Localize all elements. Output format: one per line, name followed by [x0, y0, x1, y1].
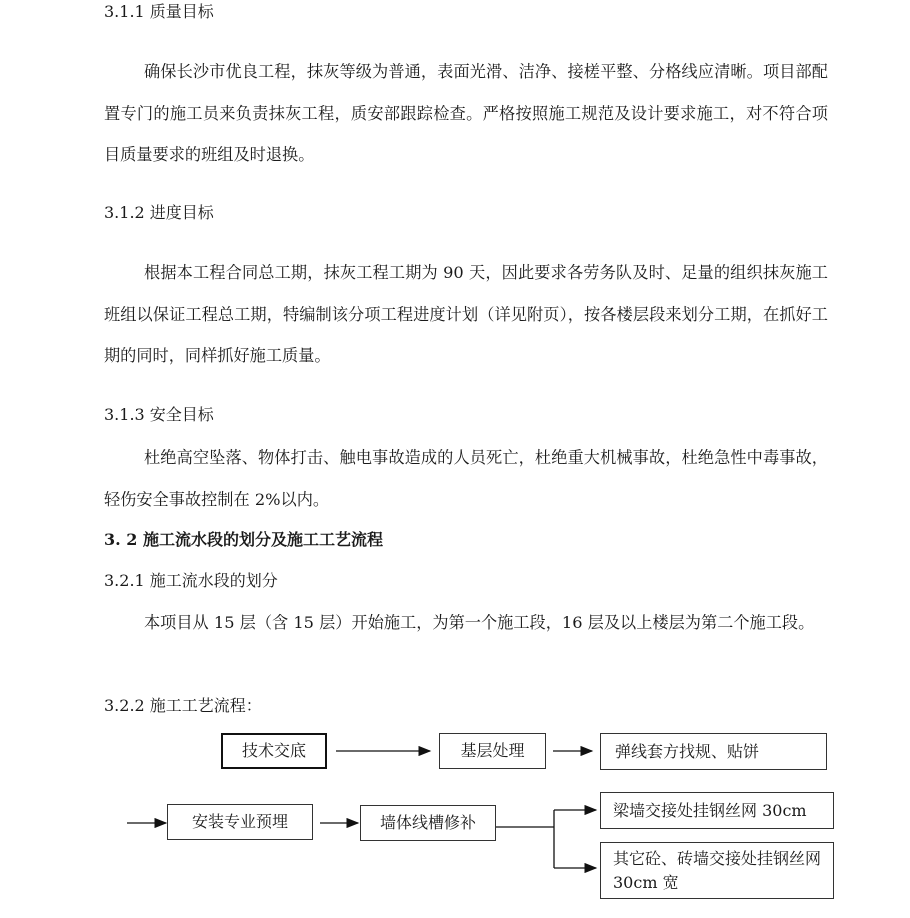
paragraph-safety-goal: 杜绝高空坠落、物体打击、触电事故造成的人员死亡，杜绝重大机械事故，杜绝急性中毒事故，轻伤安全事故控制在 2%以内。 — [104, 448, 828, 509]
heading-3-1-1: 3.1.1 质量目标 — [104, 2, 214, 21]
flow-step-tech-briefing — [221, 733, 327, 769]
heading-3-2-1: 3.2.1 施工流水段的划分 — [104, 571, 278, 590]
flow-step-label: 安装专业预埋 — [191, 812, 288, 831]
flow-step-embedding — [167, 804, 313, 840]
flow-step-label: 技术交底 — [241, 741, 306, 760]
flow-step-lineout — [600, 733, 827, 770]
flow-step-base-treatment — [439, 733, 546, 769]
heading-3-1-2: 3.1.2 进度目标 — [104, 203, 214, 222]
flow-step-other-wall-mesh — [600, 842, 834, 899]
heading-3-2: 3. 2 施工流水段的划分及施工工艺流程 — [104, 530, 383, 549]
paragraph-schedule-goal: 根据本工程合同总工期，抹灰工程工期为 90 天，因此要求各劳务队及时、足量的组织抹灰施工班组以保证工程总工期，特编制该分项工程进度计划（详见附页），按各楼层段来划分工期，在抓好工期的同时，同样抓好施工质量。 — [104, 263, 828, 365]
flow-step-label: 梁墙交接处挂钢丝网 30cm — [613, 800, 807, 820]
flow-step-label: 基层处理 — [460, 741, 525, 760]
heading-3-1-3: 3.1.3 安全目标 — [104, 405, 214, 424]
flow-step-label: 其它砼、砖墙交接处挂钢丝网 30cm 宽 — [613, 848, 822, 892]
flow-step-label: 弹线套方找规、贴饼 — [615, 741, 760, 761]
flow-step-label: 墙体线槽修补 — [379, 813, 476, 832]
paragraph-quality-goal: 确保长沙市优良工程，抹灰等级为普通，表面光滑、洁净、接槎平整、分格线应清晰。项目部配置专门的施工员来负责抹灰工程，质安部跟踪检查。严格按照施工规范及设计要求施工，对不符合项目质量要求的班组及时退换。 — [104, 62, 828, 164]
paragraph-stage-division: 本项目从 15 层（含 15 层）开始施工，为第一个施工段，16 层及以上楼层为第二个施工段。 — [144, 613, 815, 632]
flow-step-groove-repair — [360, 805, 496, 841]
heading-3-2-2: 3.2.2 施工工艺流程： — [104, 696, 262, 715]
flow-step-beam-wall-mesh — [600, 792, 834, 829]
